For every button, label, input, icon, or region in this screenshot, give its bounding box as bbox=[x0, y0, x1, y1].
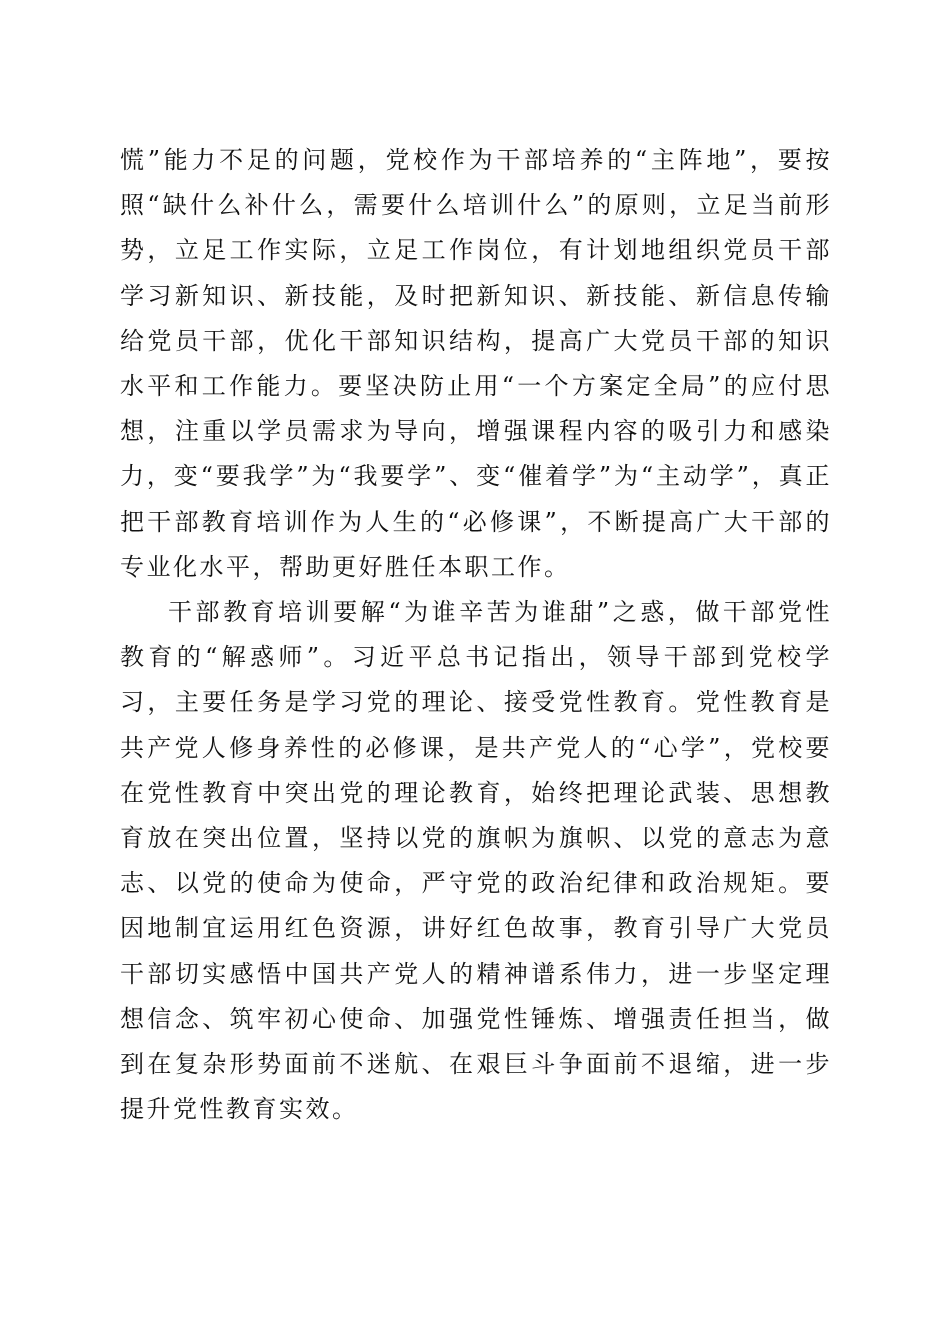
paragraph-party-education: 干部教育培训要解“为谁辛苦为谁甜”之惑，做干部党性教育的“解惑师”。习近平总书记指出，领导干部到党校学习，主要任务是学习党的理论、接受党性教育。党性教育是共产党人修身养性的必修课，是共产党人的“心学”，党校要在党性教育中突出党的理论教育，始终把理论武装、思想教育放在突出位置，坚持以党的旗帜为旗帜、以党的意志为意志、以党的使命为使命，严守党的政治纪律和政治规矩。要因地制宜运用红色资源，讲好红色故事，教育引导广大党员干部切实感悟中国共产党人的精神谱系伟力，进一步坚定理想信念、筑牢初心使命、加强党性锤炼、增强责任担当，做到在复杂形势面前不迷航、在艰巨斗争面前不退缩，进一步提升党性教育实效。 bbox=[120, 598, 832, 1124]
body-text bbox=[120, 138, 832, 1132]
paragraph-continued: 慌”能力不足的问题，党校作为干部培养的“主阵地”，要按照“缺什么补什么，需要什么培训什么”的原则，立足当前形势，立足工作实际，立足工作岗位，有计划地组织党员干部学习新知识、新技能，及时把新知识、新技能、新信息传输给党员干部，优化干部知识结构，提高广大党员干部的知识水平和工作能力。要坚决防止用“一个方案定全局”的应付思想，注重以学员需求为导向，增强课程内容的吸引力和感染力，变“要我学”为“我要学”、变“催着学”为“主动学”，真正把干部教育培训作为人生的“必修课”，不断提高广大干部的专业化水平，帮助更好胜任本职工作。 bbox=[120, 146, 832, 581]
